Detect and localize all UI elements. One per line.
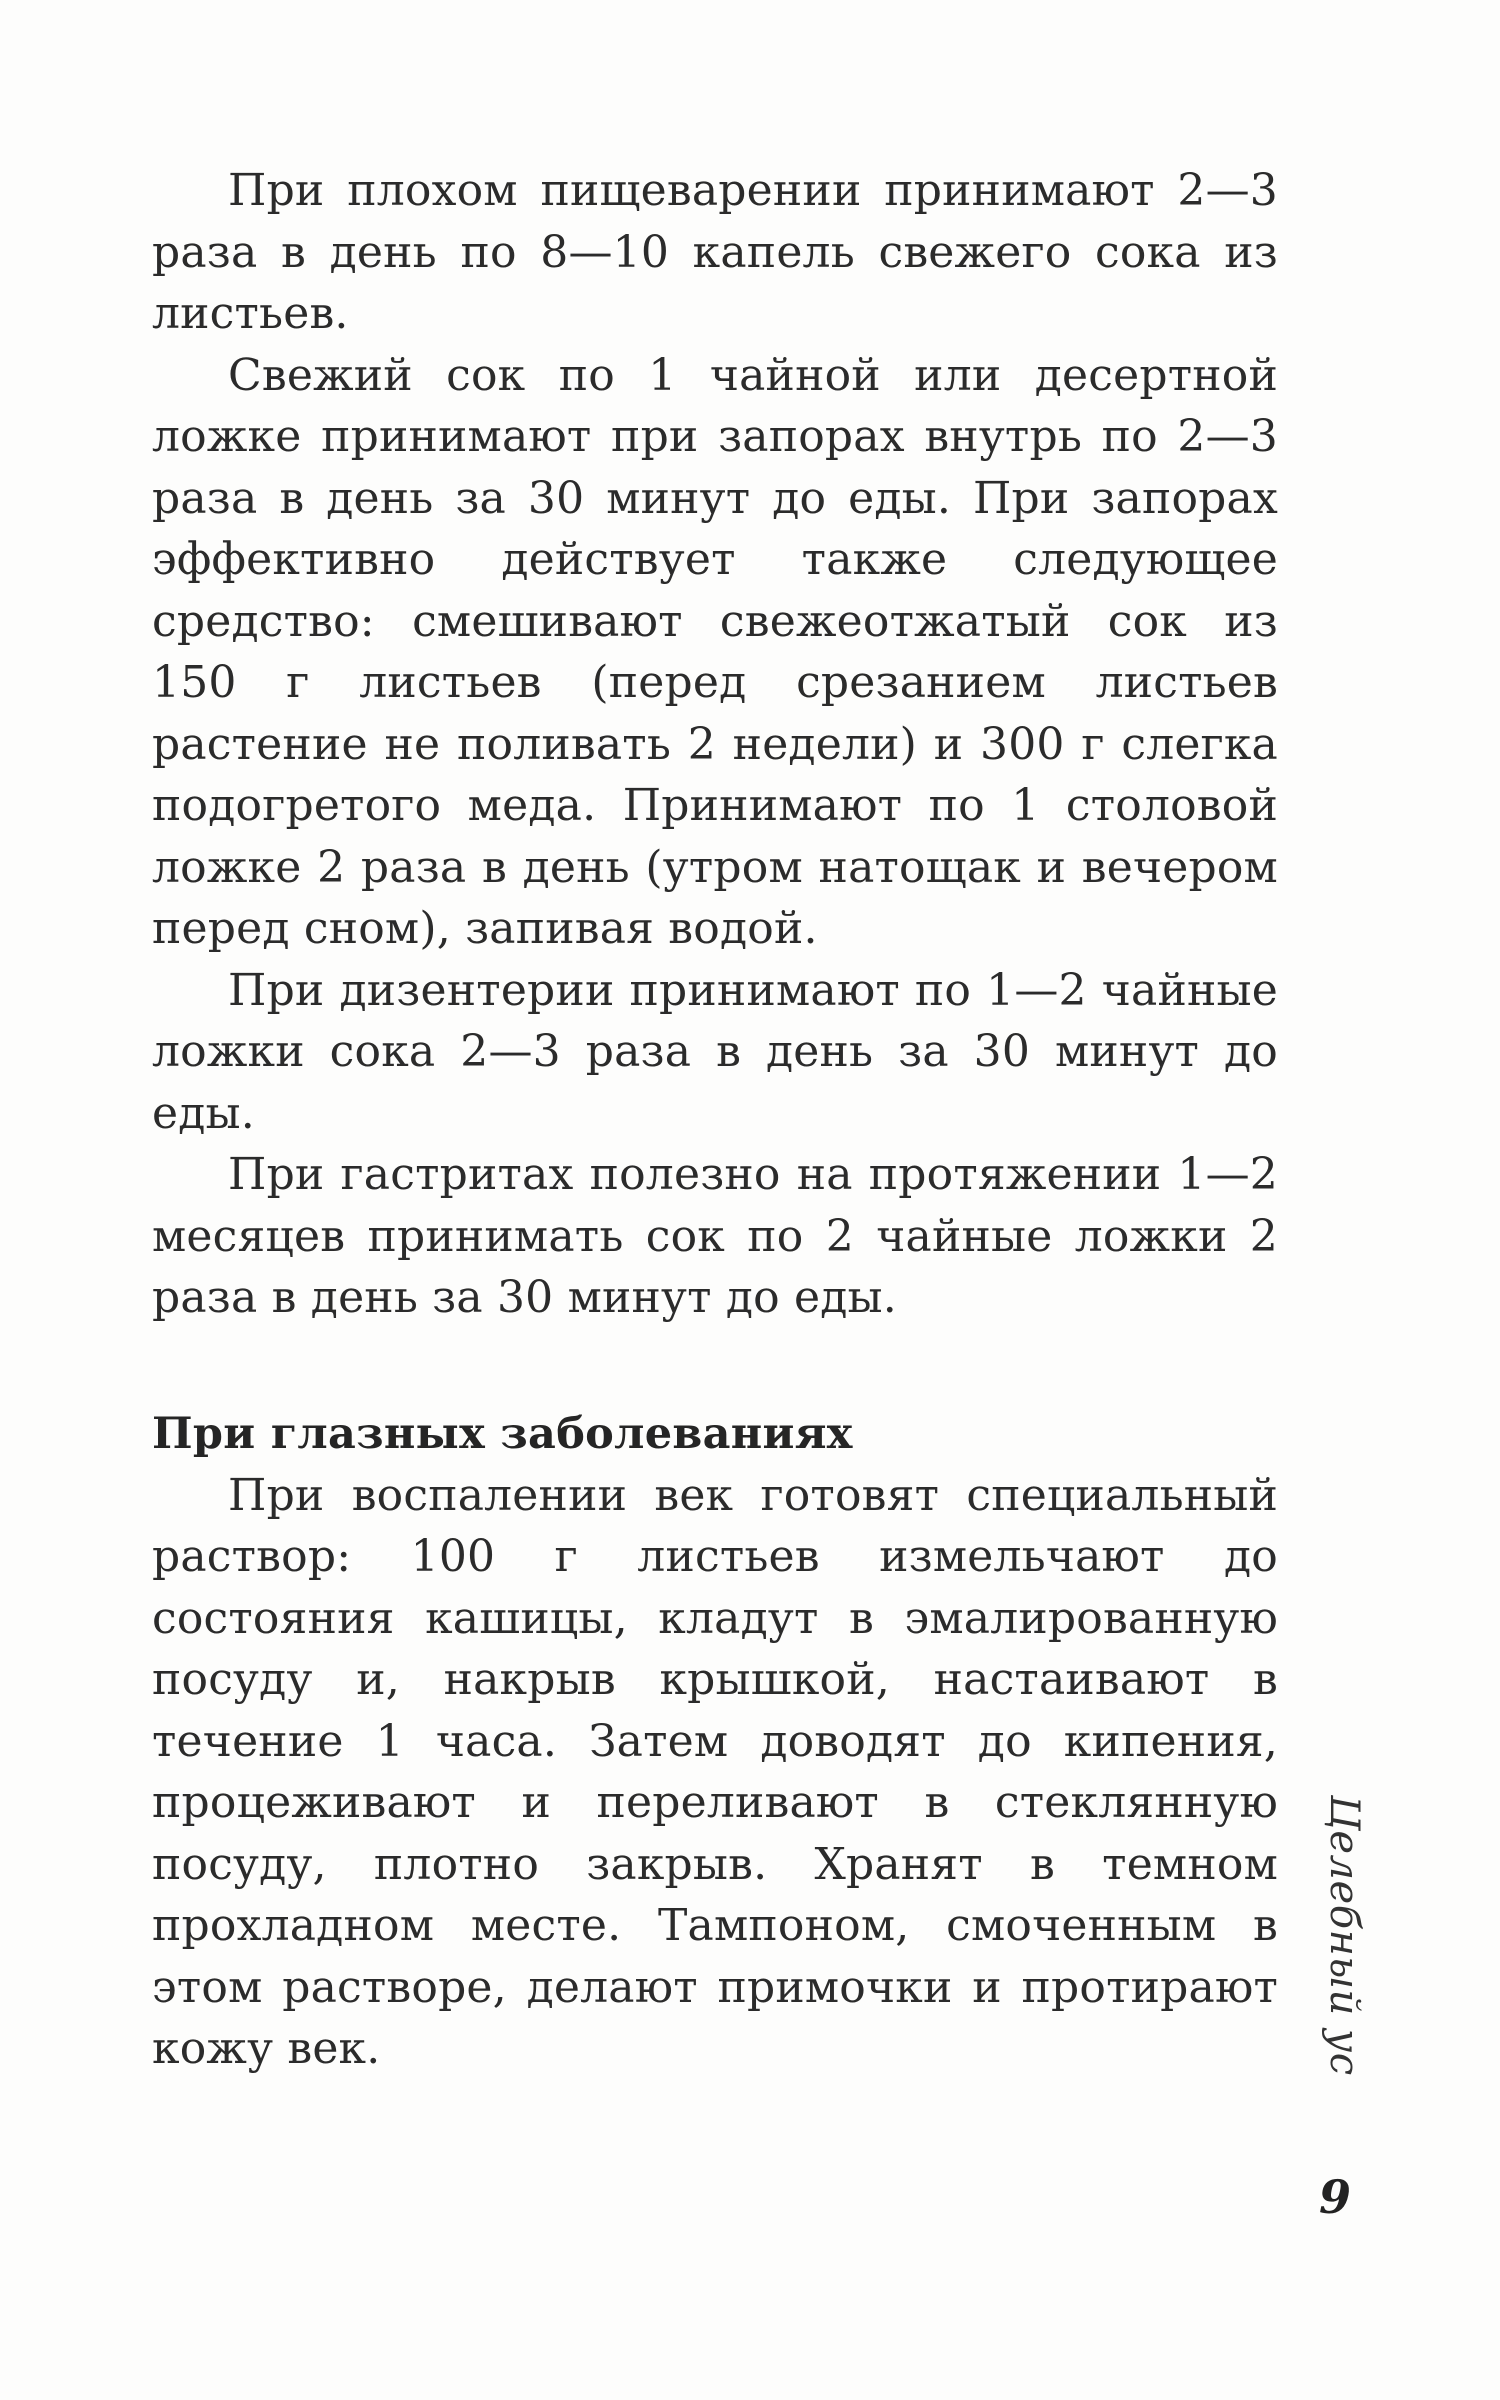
section-heading: При глазных заболеваниях — [152, 1408, 853, 1459]
paragraph: При воспалении век готовят специальный раствор: 100 г листьев измельчают до состояния кашицы, кладут в эмалированную посуду и, накрыв крышкой, настаивают в течение 1 часа. Затем доводят до кипения, процеживают и переливают в стеклянную посуду, плотно закрыв. Хранят в темном прохладном месте. Тампоном, смоченным в этом растворе, делают примочки и протирают кожу век. — [152, 1469, 1278, 2074]
running-title: Целебный ус — [1321, 1795, 1367, 2076]
paragraph: При дизентерии принимают по 1—2 чайные ложки сока 2—3 раза в день за 30 минут до еды. — [152, 964, 1278, 1139]
page-number: 9 — [1318, 2170, 1351, 2224]
body-text — [152, 160, 1278, 2080]
paragraph: При плохом пищеварении принимают 2—3 раза в день по 8—10 капель свежего сока из листьев. — [152, 165, 1278, 339]
paragraph: Свежий сок по 1 чайной или десертной ложке принимают при запорах внутрь по 2—3 раза в день за 30 минут до еды. При запорах эффективно действует также следующее средство: смешивают свежеотжатый сок из 150 г листьев (перед срезанием листьев растение не поливать 2 недели) и 300 г слегка подогретого меда. Принимают по 1 столовой ложке 2 раза в день (утром натощак и вечером перед сном), запивая водой. — [152, 349, 1278, 954]
paragraph: При гастритах полезно на протяжении 1—2 месяцев принимать сок по 2 чайные ложки 2 раза в день за 30 минут до еды. — [152, 1149, 1278, 1323]
